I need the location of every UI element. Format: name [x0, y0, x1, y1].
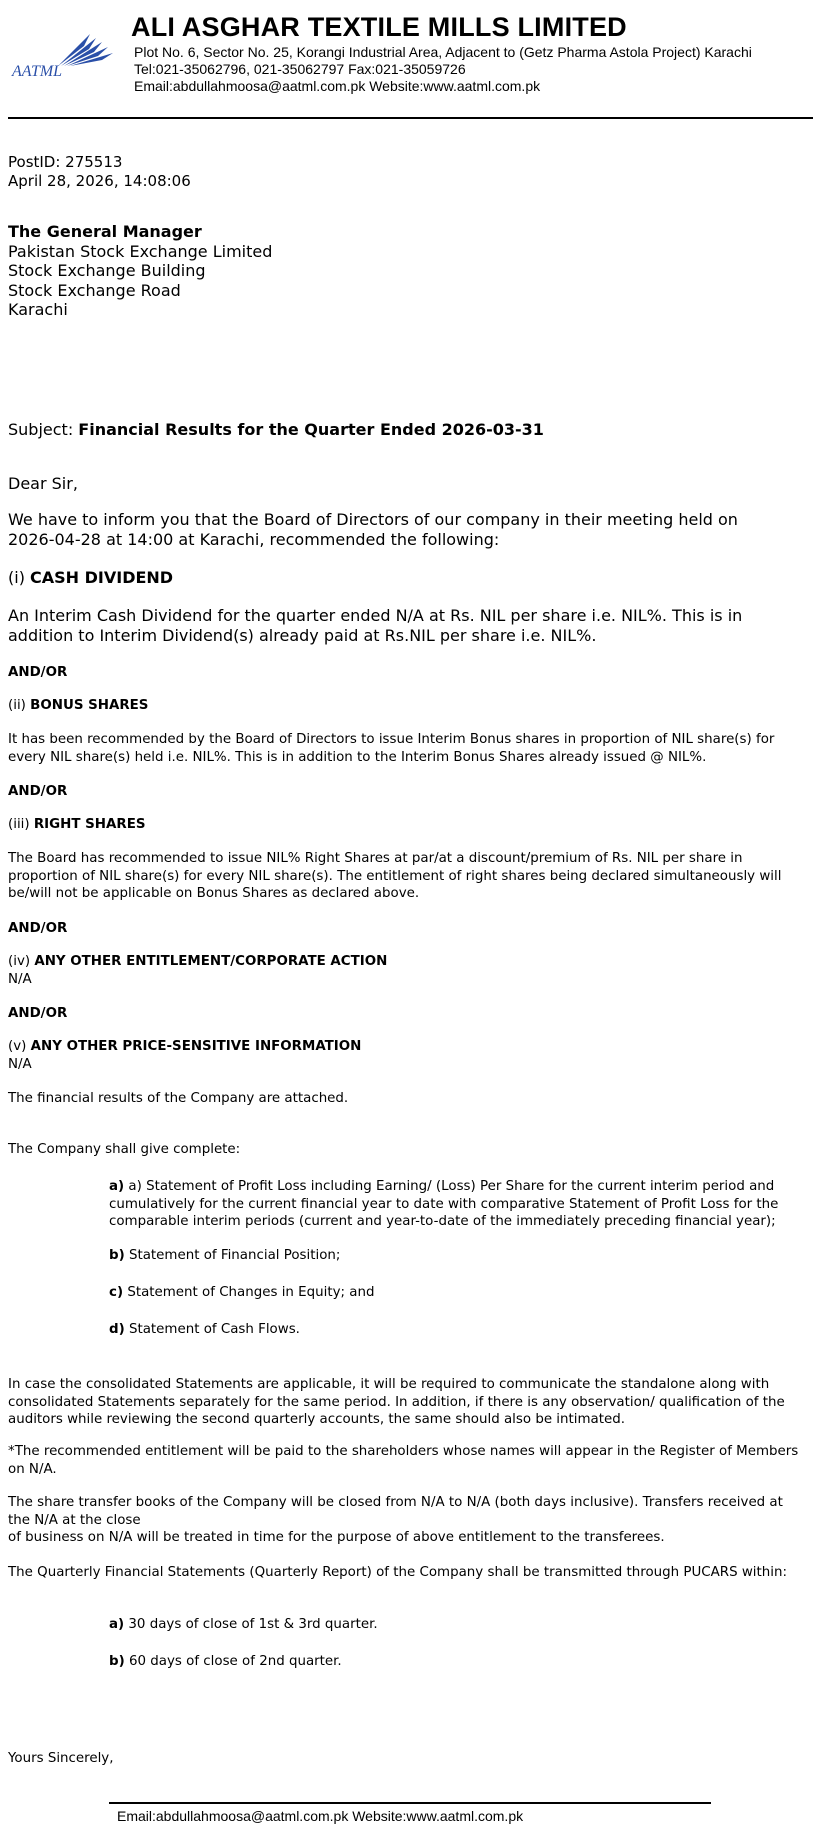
company-email-website: Email:abdullahmoosa@aatml.com.pk Website:www.aatml.com.pk: [134, 78, 541, 94]
and-or-label: AND/OR: [8, 665, 68, 680]
other-entitlement-heading: [8, 953, 387, 971]
statement-item-b: [109, 1247, 809, 1265]
intro-line: We have to inform you that the Board of Directors of our company in their meeting held on: [8, 510, 738, 529]
recipient-line: Stock Exchange Road: [8, 281, 181, 300]
cash-dividend-heading: [8, 568, 173, 588]
give-complete-text: The Company shall give complete:: [8, 1142, 241, 1157]
results-attached-text: The financial results of the Company are attached.: [8, 1091, 349, 1106]
right-shares-heading: [8, 816, 145, 834]
item-text: Statement of Changes in Equity; and: [123, 1285, 375, 1300]
item-label: b): [109, 1248, 125, 1263]
section-number: (ii): [8, 698, 31, 713]
section-title: ANY OTHER ENTITLEMENT/CORPORATE ACTION: [34, 954, 388, 969]
price-sensitive-value: N/A: [8, 1057, 32, 1072]
item-label: a): [109, 1179, 125, 1194]
share-transfer-books-text: of business on N/A will be treated in time for the purpose of above entitlement to the transferees.: [8, 1530, 665, 1545]
consolidated-statements-text: In case the consolidated Statements are applicable, it will be required to communicate the standalone along with consolidated Statements separately for the same period. In addition, if there is any observation/ qualification of the auditors while reviewing the second quarterly accounts, the same should also be intimated.: [8, 1377, 785, 1427]
recipient-line: Stock Exchange Building: [8, 261, 206, 280]
share-transfer-books-text: The share transfer books of the Company will be closed from N/A to N/A (both days inclusive). Transfers received at the N/A at the close: [8, 1495, 783, 1528]
section-number: (i): [8, 568, 31, 587]
and-or-label: AND/OR: [8, 921, 68, 936]
section-number: (iv): [8, 954, 35, 969]
subject-text: Financial Results for the Quarter Ended 2026-03-31: [78, 420, 544, 439]
section-title: CASH DIVIDEND: [30, 568, 174, 587]
section-number: (iii): [8, 817, 34, 832]
cash-dividend-text: addition to Interim Dividend(s) already paid at Rs.NIL per share i.e. NIL%.: [8, 626, 597, 645]
item-label: a): [109, 1617, 125, 1632]
and-or-label: AND/OR: [8, 784, 68, 799]
post-id: PostID: 275513: [8, 153, 123, 171]
item-text: Statement of Financial Position;: [124, 1248, 341, 1263]
section-title: BONUS SHARES: [30, 698, 149, 713]
statement-item-d: [109, 1321, 809, 1339]
intro-line: 2026-04-28 at 14:00 at Karachi, recommended the following:: [8, 530, 500, 549]
company-name: ALI ASGHAR TEXTILE MILLS LIMITED: [131, 12, 627, 42]
item-text: Statement of Cash Flows.: [124, 1322, 300, 1337]
statement-item-c: [109, 1284, 809, 1302]
item-label: c): [109, 1285, 124, 1300]
post-datetime: April 28, 2026, 14:08:06: [8, 172, 191, 190]
section-title: RIGHT SHARES: [33, 817, 146, 832]
footer-divider: [109, 1802, 711, 1804]
recipient-title: The General Manager: [8, 222, 202, 241]
logo-wing-icon: [10, 32, 114, 78]
company-address: Plot No. 6, Sector No. 25, Korangi Industrial Area, Adjacent to (Getz Pharma Astola Project) Karachi: [134, 44, 752, 60]
salutation: Dear Sir,: [8, 474, 78, 493]
recipient-line: Pakistan Stock Exchange Limited: [8, 242, 273, 261]
statement-item-a: [109, 1178, 809, 1231]
pucars-item-b: [109, 1653, 809, 1671]
pucars-text: The Quarterly Financial Statements (Quarterly Report) of the Company shall be transmitted through PUCARS within:: [8, 1565, 787, 1580]
recipient-line: Karachi: [8, 300, 68, 319]
section-number: (v): [8, 1039, 31, 1054]
closing-text: Yours Sincerely,: [8, 1751, 114, 1766]
item-label: d): [109, 1322, 125, 1337]
item-label: b): [109, 1654, 125, 1669]
item-text: 60 days of close of 2nd quarter.: [124, 1654, 342, 1669]
svg-text:AATML: AATML: [12, 63, 63, 78]
and-or-label: AND/OR: [8, 1006, 68, 1021]
bonus-shares-text: It has been recommended by the Board of Directors to issue Interim Bonus shares in proportion of NIL share(s) for every NIL share(s) held i.e. NIL%. This is in addition to the Interim Bonus Shares already issued @ NIL%.: [8, 732, 775, 765]
subject-line: [8, 420, 544, 440]
price-sensitive-heading: [8, 1038, 361, 1056]
item-text: 30 days of close of 1st & 3rd quarter.: [124, 1617, 378, 1632]
company-phone-fax: Tel:021-35062796, 021-35062797 Fax:021-35059726: [134, 61, 466, 77]
entitlement-note: *The recommended entitlement will be paid to the shareholders whose names will appear in the Register of Members on N/A.: [8, 1444, 799, 1477]
header-divider: [8, 117, 813, 119]
other-entitlement-value: N/A: [8, 972, 32, 987]
cash-dividend-text: An Interim Cash Dividend for the quarter ended N/A at Rs. NIL per share i.e. NIL%. This is in: [8, 606, 743, 625]
footer-contact: Email:abdullahmoosa@aatml.com.pk Website:www.aatml.com.pk: [117, 1808, 524, 1824]
item-text: a) Statement of Profit Loss including Earning/ (Loss) Per Share for the current interim period and cumulatively for the current financial year to date with comparative Statement of Profit Loss for the comparable interim periods (current and year-to-date of the immediately preceding financial year);: [109, 1179, 779, 1229]
section-title: ANY OTHER PRICE-SENSITIVE INFORMATION: [30, 1039, 362, 1054]
subject-label: Subject:: [8, 420, 79, 439]
company-logo: [10, 32, 114, 78]
pucars-item-a: [109, 1616, 809, 1634]
right-shares-text: The Board has recommended to issue NIL% Right Shares at par/at a discount/premium of Rs. NIL per share in proportion of NIL share(s) for every NIL share(s). The entitlement of right shares being declared simultaneously will be/will not be applicable on Bonus Shares as declared above.: [8, 851, 782, 901]
bonus-shares-heading: [8, 697, 148, 715]
